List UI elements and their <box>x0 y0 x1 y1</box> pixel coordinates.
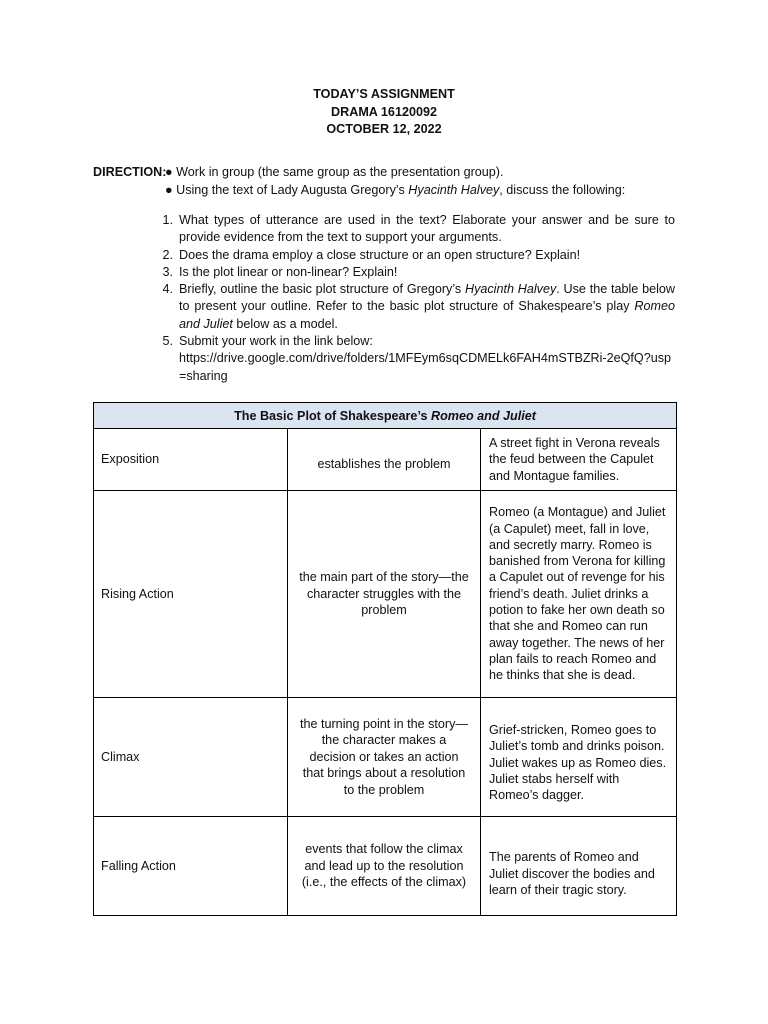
assignment-header <box>0 86 768 139</box>
submission-link[interactable]: https://drive.google.com/drive/folders/1MFEym6sqCDMELk6FAH4mSTBZRi-2eQfQ?usp=sharing <box>179 351 672 383</box>
plot-table-title: The Basic Plot of Shakespeare’s Romeo and Juliet <box>94 403 677 429</box>
table-row <box>94 697 677 816</box>
question-list <box>93 212 675 385</box>
stage-example: Grief-stricken, Romeo goes to Juliet’s tomb and drinks poison. Juliet wakes up as Romeo dies. Juliet stabs herself with Romeo’s dagger. <box>481 697 677 816</box>
stage-description: events that follow the climax and lead up to the resolution (i.e., the effects of the climax) <box>288 816 481 915</box>
direction-label: DIRECTION: <box>93 165 167 179</box>
plot-table-header-row <box>94 403 677 429</box>
plot-table <box>93 402 677 916</box>
question-4: 4. Briefly, outline the basic plot structure of Gregory’s Hyacinth Halvey. Use the table below to present your outline. Refer to the basic plot structure of Shakespeare’s play Romeo and Juliet below as a model. <box>162 282 675 331</box>
direction-bullet-2: ● Using the text of Lady Augusta Gregory’s Hyacinth Halvey, discuss the following: <box>165 182 626 197</box>
question-5: 5. Submit your work in the link below: https://drive.google.com/drive/folders/1MFEym6sqCDMELk6FAH4mSTBZRi-2eQfQ?usp=sharing <box>162 334 672 383</box>
stage-label: Falling Action <box>94 816 288 915</box>
stage-example: The parents of Romeo and Juliet discover the bodies and learn of their tragic story. <box>481 816 677 915</box>
stage-label: Climax <box>94 697 288 816</box>
direction-bullet-1: ● Work in group (the same group as the presentation group). <box>165 165 504 179</box>
table-row <box>94 816 677 915</box>
table-row <box>94 490 677 697</box>
stage-label: Rising Action <box>94 490 288 697</box>
question-2: 2. Does the drama employ a close structure or an open structure? Explain! <box>162 247 581 262</box>
stage-example: Romeo (a Montague) and Juliet (a Capulet) meet, fall in love, and secretly marry. Romeo is banished from Verona for killing a Capulet out of revenge for his friend’s death. Juliet drinks a potion to fake her own death so that she and Romeo can run away together. The news of her plan fails to reach Romeo and he thinks that she is dead. <box>481 490 677 697</box>
question-1: 1. What types of utterance are used in the text? Elaborate your answer and be sure to provide evidence from the text to support your arguments. <box>162 213 675 245</box>
stage-example: A street fight in Verona reveals the feud between the Capulet and Montague families. <box>481 429 677 491</box>
question-3: 3. Is the plot linear or non-linear? Explain! <box>162 264 398 279</box>
stage-description: the main part of the story—the character struggles with the problem <box>288 490 481 697</box>
header-date: OCTOBER 12, 2022 <box>326 122 442 136</box>
direction-block <box>93 164 678 199</box>
stage-description: establishes the problem <box>288 429 481 491</box>
direction-row-1 <box>93 164 678 182</box>
table-row <box>94 429 677 491</box>
header-title: TODAY’S ASSIGNMENT <box>313 87 455 101</box>
header-course: DRAMA 16120092 <box>331 104 437 119</box>
direction-row-2 <box>93 182 678 200</box>
stage-label: Exposition <box>94 429 288 491</box>
stage-description: the turning point in the story—the character makes a decision or takes an action that brings about a resolution to the problem <box>288 697 481 816</box>
